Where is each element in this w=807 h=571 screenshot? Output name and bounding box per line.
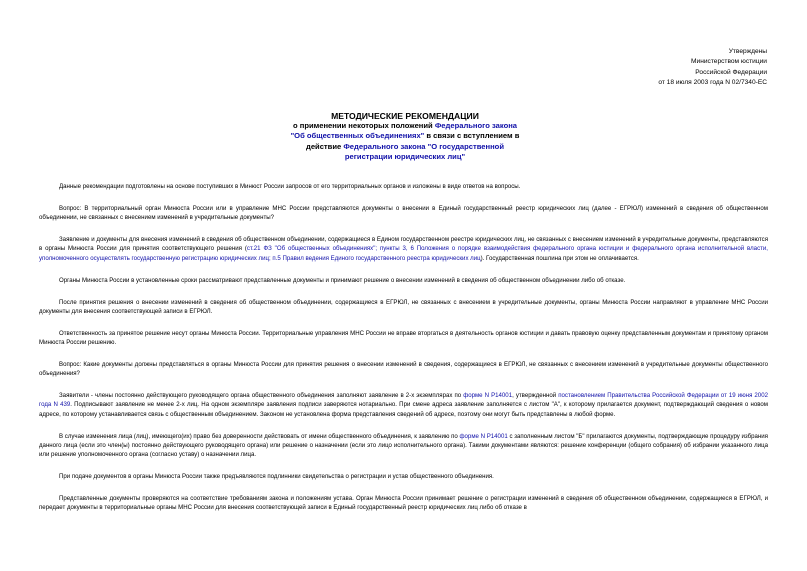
paragraph: Представленные документы проверяются на соответствие требованиям закона и положениям устава. Орган Минюста России принимает решение о регистрации изменений в сведения об общественном объединении, содержащиеся в ЕГРЮЛ, и передает документы в территориальные органы МНС России для внесения соответствующей записи в Единый государственный реестр юридических лиц либо об отказе в (39, 495, 768, 512)
paragraph: Вопрос: Какие документы должны представляться в органы Минюста России для принятия решения о внесении изменений в сведения, содержащиеся в ЕГРЮЛ, не связанных с внесением изменений в учредительные документы общественного объединения? (39, 361, 768, 378)
paragraph-text: , утвержденной (512, 392, 559, 400)
approval-line: Министерством юстиции (691, 58, 767, 66)
paragraph-text: Заявители - члены постоянно действующего руководящего органа общественного объединения заполняют заявление в 2-х экземплярах по (59, 392, 464, 400)
document-title (190, 111, 620, 162)
approval-date-line: от 18 июля 2003 года N 02/7340-ЕС (658, 79, 767, 87)
title-main: МЕТОДИЧЕСКИЕ РЕКОМЕНДАЦИИ (331, 111, 479, 121)
paragraph-text: с заполненным листом "Б" прилагаются документы, подтверждающие процедуру избрания данного лица (если это член(ы) постоянно действующего руководящего органа) или решение о назначении (если это лицо исполнительного органа). Такими документами являются: решение конференции (общего собрания) об избрании указанного лица или решение уполномоченного органа (согласно уставу) о назначении лица. (39, 432, 768, 459)
approval-line: Российской Федерации (695, 68, 767, 76)
paragraph (39, 391, 768, 419)
form-p14001-link[interactable]: форме N Р14001 (459, 432, 508, 440)
public-associations-law-link[interactable]: "Об общественных объединениях" (290, 131, 425, 141)
title-line-4 (190, 142, 620, 152)
paragraph: После принятия решения о внесении изменений в сведения об общественном объединении, содержащиеся в ЕГРЮЛ, не связанных с внесением в учредительные документы, органы Минюста России направляют в управление МНС России документы для внесения соответствующей записи в ЕГРЮЛ. (39, 298, 768, 315)
paragraph-text: Заявление и документы для внесения изменений в сведения об общественном объединении, содержащиеся в Едином государственном реестре юридических лиц, не связанных с внесением изменений в учредительные документы, представляются в органы Минюста России для принятия соответствующего решения ( (39, 236, 768, 253)
paragraph: Ответственность за принятое решение несут органы Минюста России. Территориальные управления МНС России не вправе вторгаться в деятельность органов юстиции и давать правовую оценку представленным документам и принятому органом Минюста России решению. (39, 329, 768, 347)
document-body (39, 182, 768, 525)
registration-law-link-cont[interactable]: регистрации юридических лиц" (344, 151, 466, 161)
paragraph-text: . Подписывают заявление не менее 2-х лиц. На одном экземпляре заявления подписи заверяются нотариально. При смене адреса заявление заполняется с листом "А", к которому прилагается документ, подтверждающий сведения о новом адресе, по которому устанавливается связь с общественным объединением. Законом не установлена форма представления сведений об адресе, поэтому они могут быть представлены в любой форме. (39, 401, 768, 418)
paragraph: При подаче документов в органы Минюста России также предъявляются подлинники свидетельства о регистрации и устав общественного объединения. (59, 473, 494, 481)
title-line-5 (190, 152, 620, 162)
title-text: в связи с вступлением в (424, 131, 520, 141)
federal-law-link[interactable]: Федерального закона (434, 121, 518, 131)
title-line-2 (190, 121, 620, 131)
form-p14001-link[interactable]: форме N Р14001 (463, 392, 513, 400)
title-text: действие (306, 141, 344, 151)
paragraph: Органы Минюста России в установленные сроки рассматривают представленные документы и принимают решение о внесении изменений в сведения об общественном объединении либо об отказе. (59, 276, 626, 284)
legal-references-link[interactable]: ст.21 ФЗ "Об общественных объединениях"; пункты 3, 6 Положения о порядке взаимодействия федерального органа юстиции и федерального органа исполнительной власти, уполномоченного осуществлять государственную регистрацию юридических лиц; п.5 Правил ведения Единого государственного реестра юридических лиц (39, 245, 769, 262)
paragraph-text: В случае изменения лица (лиц), имеющего(их) право без доверенности действовать от имени общественного объединения, к заявлению по (59, 432, 460, 440)
paragraph: Вопрос: В территориальный орган Минюста России или в управление МНС России представляются документы о внесении в Единый государственный реестр юридических лиц (далее - ЕГРЮЛ) изменений в сведения об общественном объединении, не связанных с внесением изменений в учредительные документы? (39, 205, 768, 222)
paragraph-text: ). Государственная пошлина при этом не оплачивается. (480, 254, 639, 262)
registration-law-link[interactable]: Федерального закона "О государственной (343, 141, 504, 151)
title-line-3 (190, 131, 620, 141)
approval-line: Утверждены (728, 48, 767, 55)
title-text: о применении некоторых положений (292, 121, 435, 131)
paragraph (39, 432, 768, 460)
approval-stamp (658, 47, 767, 89)
government-decree-link[interactable]: постановлением Правительства Российской Федерации от 19 июня 2002 года N 439 (39, 392, 768, 409)
paragraph (39, 235, 768, 263)
paragraph: Данные рекомендации подготовлены на основе поступивших в Минюст России запросов от его территориальных органов и изложены в виде ответов на вопросы. (59, 183, 521, 190)
